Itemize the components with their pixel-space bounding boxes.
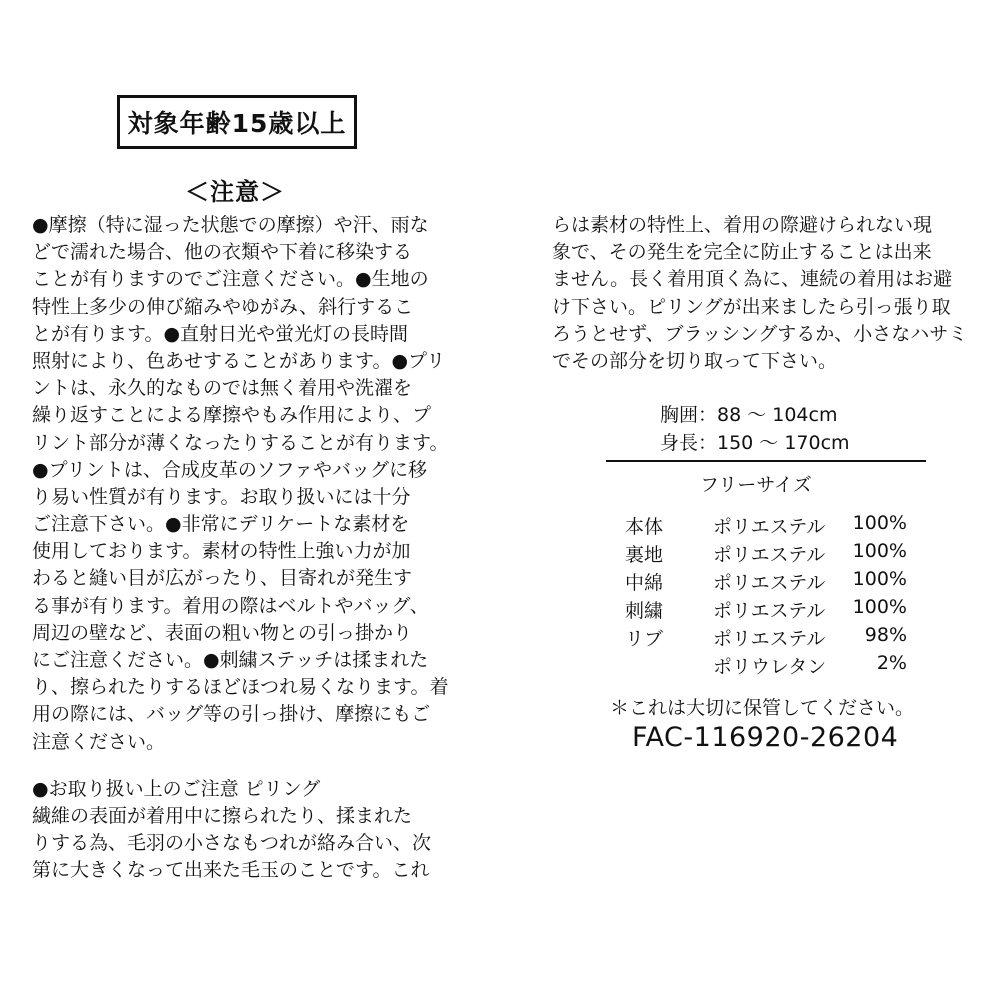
material-percent: 100% <box>852 540 907 562</box>
material-row <box>625 652 925 680</box>
material-name: ポリエステル <box>713 516 826 538</box>
handling-line: 繊維の表面が着用中に擦られたり、揉まれた <box>32 804 413 827</box>
material-name: ポリエステル <box>713 628 826 650</box>
caution-line: 特性上多少の伸び縮みやゆがみ、斜行するこ <box>32 295 414 318</box>
material-percent: 98% <box>864 624 907 646</box>
caution-line: 用の際には、バッグ等の引っ掛け、摩擦にもご <box>32 703 431 726</box>
chest-measurement: 胸囲：88 ～ 104cm <box>660 404 838 426</box>
handling-continued-line: ません。長く着用頂く為に、連続の着用はお避 <box>552 268 953 291</box>
handling-continued-lines <box>552 212 972 375</box>
caution-line: 注意ください。 <box>32 730 166 753</box>
caution-line: にご注意ください。●刺繍ステッチは揉まれた <box>32 649 429 671</box>
material-row <box>625 540 925 568</box>
caution-line: リント部分が薄くなったりすることが有ります。 <box>32 431 449 454</box>
handling-lines <box>32 776 472 885</box>
handling-continued-line: でその部分を切り取って下さい。 <box>552 349 838 372</box>
caution-line: る事が有ります。着用の際はベルトやバッグ、 <box>32 594 429 617</box>
caution-text-block <box>32 212 472 885</box>
caution-line: ントは、永久的なものでは無く着用や洗濯を <box>32 377 413 400</box>
caution-line: 周辺の壁など、表面の粗い物との引っ掛かり <box>32 621 413 644</box>
caution-line: 繰り返すことによる摩擦やもみ作用により、プ <box>32 404 432 427</box>
keep-note: ＊これは大切に保管してください。 <box>610 697 915 719</box>
handling-continued-line: 象で、その発生を完全に防止することは出来 <box>552 241 932 264</box>
caution-line: ●摩擦（特に湿った状態での摩擦）や汗、雨な <box>32 214 429 236</box>
product-code: FAC-116920-26204 <box>632 722 899 753</box>
caution-line: とが有ります。●直射日光や蛍光灯の長時間 <box>32 322 409 345</box>
caution-line: ご注意下さい。●非常にデリケートな素材を <box>32 513 410 536</box>
material-percent: 100% <box>852 568 907 590</box>
caution-line: り、擦られたりするほどほつれ易くなります。着 <box>32 676 449 699</box>
material-name: ポリエステル <box>713 572 826 594</box>
caution-line: 使用しております。素材の特性上強い力が加 <box>32 540 411 563</box>
material-part: 裏地 <box>625 544 664 566</box>
caution-heading: ＜注意＞ <box>185 178 285 206</box>
material-part: 本体 <box>625 516 664 538</box>
materials-table <box>625 512 925 680</box>
caution-line: ●プリントは、合成皮革のソファやバッグに移 <box>32 458 428 481</box>
material-row <box>625 596 925 624</box>
caution-line: ことが有りますのでご注意ください。●生地の <box>32 268 429 291</box>
handling-line: ●お取り扱い上のご注意 ピリング <box>32 777 321 800</box>
caution-line: り易い性質が有ります。お取り扱いには十分 <box>32 485 411 508</box>
age-notice-box <box>117 95 357 149</box>
handling-continued-line: け下さい。ピリングが出来ましたら引っ張り取 <box>552 295 951 318</box>
material-row <box>625 512 925 540</box>
material-part: リブ <box>625 628 664 650</box>
age-notice-text: 対象年齢15歳以上 <box>127 109 347 138</box>
handling-continued-line: ろうとせず、ブラッシングするか、小さなハサミ <box>552 322 968 345</box>
caution-lines <box>32 212 472 756</box>
material-percent: 2% <box>876 652 907 674</box>
material-name: ポリエステル <box>713 600 826 622</box>
size-label: フリーサイズ <box>700 474 812 496</box>
handling-continued-block <box>552 212 972 375</box>
handling-continued-line: らは素材の特性上、着用の際避けられない現 <box>552 214 933 236</box>
material-part: 刺繍 <box>625 600 664 622</box>
caution-line: どで濡れた場合、他の衣類や下着に移染する <box>32 241 413 264</box>
caution-line: わると縫い目が広がったり、目寄れが発生す <box>32 567 413 590</box>
handling-line: 第に大きくなって出来た毛玉のことです。これ <box>32 859 430 882</box>
caution-line: 照射により、色あせすることがあります。●プリ <box>32 349 446 372</box>
material-row <box>625 568 925 596</box>
divider-line <box>606 460 926 462</box>
handling-line: りする為、毛羽の小さなもつれが絡み合い、次 <box>32 832 432 855</box>
material-percent: 100% <box>852 512 907 534</box>
material-part: 中綿 <box>625 572 664 594</box>
material-percent: 100% <box>852 596 907 618</box>
material-name: ポリウレタン <box>713 656 827 678</box>
material-name: ポリエステル <box>713 544 826 566</box>
material-row <box>625 624 925 652</box>
height-measurement: 身長：150 ～ 170cm <box>660 432 850 454</box>
